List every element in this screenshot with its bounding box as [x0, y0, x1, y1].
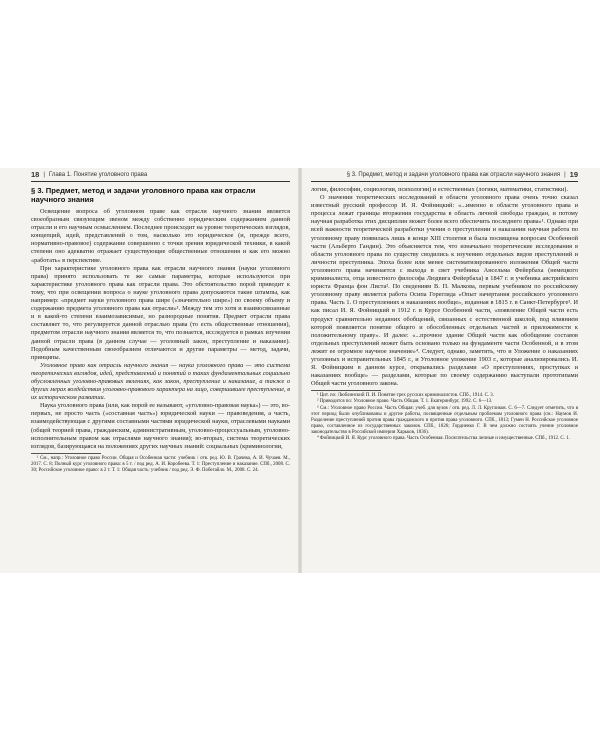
body-paragraph: При характеристике уголовного права как отрасли научного знания (науки уголовного права) принято использовать те же самые параметры, которые используются при характеристике уголовного права как отрасли права. Это обстоятельство порой приводит к тому, что при освещении вопроса о науке уголовного права допускаются такие штампы, как например: «предмет науки уголовного права шире («значительно шире») по своему объему и содержанию предмета уголовного права как отрасли»¹. Между тем это хотя и взаимосвязанные и в какой-то степени взаимозависимые, но разнородные понятия. Предмет отрасли права составляет то, что регулируется данной отраслью права (то есть общественные отношения), предметом отрасли научного знания является то, что познается, исследуется в рамках изучения данной отрасли права (в данном случае — уголовный закон, преступление и наказание). Подобным качественным своеобразием отличаются и другие параметры — метод, задачи, принципы.	[31, 264, 290, 361]
right-running-header	[311, 168, 578, 182]
left-column	[31, 182, 290, 573]
book-spread	[0, 168, 600, 573]
footnote: ⁴ Фойницкий И. Я. Курс уголовного права. Часть Особенная. Посягательства личные и имущественные. СПб., 1912. С. 1.	[317, 436, 570, 441]
footnote: ¹ Цит. по: Люблинский П. И. Понятие трех русских криминалистов. СПб., 1914. С. 3.	[317, 393, 494, 399]
footnote-rule	[31, 453, 101, 454]
footnote: ¹ См., напр.: Уголовное право России. Общая и Особенная части: учебник / отв. ред. Ю. В. Грачева, А. И. Чучаев. М., 2017. С. 8; Полный курс уголовного права: в 5 т. / под ред. А. И. Коробеева. Т. 1: Преступление и наказание. СПб., 2008. С. 30; Российское уголовное право: в 2 т. Т. 1: Общая часть: учебник / под ред. Э. Ф. Побегайло. М., 2008. С. 24.	[31, 455, 290, 473]
right-page-number: 19	[569, 169, 578, 179]
header-separator: |	[43, 171, 45, 178]
right-running-head: § 3. Предмет, метод и задачи уголовного права как отрасли научного знания	[346, 171, 561, 178]
footnote-rule	[311, 390, 381, 391]
body-paragraph: Освещение вопроса об уголовном праве как отрасли научного знания является своеобразным связующим звеном между собственно юридическим содержанием данной отрасли и его научным осмыслением. Последнее происходит на уровне теоретических взглядов, концепций, идей, представлений о том, насколько это юридическое (и, прежде всего, нормативно-правовое) содержание совершенно с точки зрения юридической техники, в какой степени оно адекватно отражает существующие общественные отношения и как его можно «работать» в перспективе.	[31, 208, 290, 264]
body-paragraph: Наука уголовного права (или, как порой ее называют, «уголовно-правовая наука») — это, во-первых, не просто часть («составная часть») юридической науки — правоведения, а часть, взаимодействующая с другими составными частями юридической науки, отраслевыми науками (общей теорией права, гражданским, административным, уголовно-процессуальным, уголовно-исполнительным правом как отраслями научного знания); во-вторых, система теоретических взглядов, базирующаяся на положениях других научных знаний: социальных (криминологии,	[31, 402, 290, 450]
section-title: § 3. Предмет, метод и задачи уголовного права как отрасли научного знания	[31, 186, 256, 204]
left-page-number: 18	[31, 169, 40, 179]
body-paragraph: О значении теоретических исследований в области уголовного права очень точно сказал известный русский профессор И. Я. Фойницкий: «...именно в области уголовного права и процесса лежат границы вторжения государства в область личной свободы граждан, и потому научная разработка этих дисциплин может более всего обеспечить последнего права»¹. Однако при всей важности теоретической разработки учения о преступлении и наказании научная работа по уголовному праву появилась лишь в конце XIII столетия и была посвящена вопросам Особенной части (Альберто Гандин). Это объясняется тем, что изначально теоретические исследования в области уголовного права по существу сводились к изучению отдельных видов преступлений и личности преступника. Эпоха более или менее систематизированного изложения Общей части уголовного права начинается с выхода в свет учебника Ансельма Фейербаха (немецкого криминалиста, отца известного философа Людвига Фейербаха) в 1847 г. и учебника австрийского юриста Франца фон Листа². По сведениям В. П. Малкова, первым учебником по российскому уголовному праву является работа Осипа Горегляда «Опыт начертания российского уголовного права. Часть 1. О преступлениях и наказаниях вообще», изданная в 1815 г. в Санкт-Петербурге³. И как писал И. Я. Фойницкий в 1912 г. в Курсе Особенной части, «появление Общей части есть продукт сравнительно недавних обобщений, связанных с естественной школой, под влиянием которой появляется понятие общего и обособленных отдельных частей и приложимости к положительному праву». И далее: «...прочное здание Общей части как обобщение составов отдельных преступлений может быть основано только на фундаменте части Особенной, и в этом лежит ее огромное научное значение»⁴. Следует, однако, заметить, что и Уложение о наказаниях уголовных и исправительных 1845 г., и Уголовное уложение 1903 г., которые анализировались И. Я. Фойницким в данном курсе, открывались разделами «О преступлениях, проступках и наказаниях вообще» — разделами, которые по своему содержанию выступали прототипами Общей части уголовного закона.	[311, 194, 578, 388]
right-column	[311, 182, 578, 573]
left-running-head: Глава 1. Понятие уголовного права	[48, 171, 148, 178]
right-page	[301, 168, 600, 573]
definition-paragraph: Уголовное право как отрасль научного знания — наука уголовного права — это система теоретических взглядов, идей, представлений и понятий о таких фундаментальных социально обусловленных уголовно-правовых явлениях, как закон, преступление и наказание, а также о других мерах воздействия уголовно-правового характера на лицо, совершившее преступление, в их историческом развитии.	[31, 361, 290, 402]
left-running-header	[31, 168, 290, 182]
left-page	[0, 168, 299, 573]
body-paragraph-continued: логии, философии, социологии, психологии) и естественных (логики, математики, статистики).	[311, 186, 568, 193]
header-separator: |	[564, 171, 566, 178]
footnote: ³ См.: Уголовное право России. Часть Общая: учеб. для вузов / отв. ред. Л. Л. Кругликов. С. 6—7. Следует отметить, что в этот период были опубликованы и другие работы, посвященные отдельным проблемам уголовного права (см.: Наумов И. Разделение преступлений против права гражданского и против права уголовного. СПб., 1813; Гумен Н. Российское уголовное право, составленное из государственных законов. СПб., 1826; Гордиенко Г. В чем должно состоять учение уголовное законодательство в Российской империи Харьков, 1836).	[311, 405, 578, 435]
footnote: ² Приводится по: Уголовное право. Часть Общая. Т. 1. Екатеринбург, 1992. С. 6—13.	[317, 399, 493, 405]
